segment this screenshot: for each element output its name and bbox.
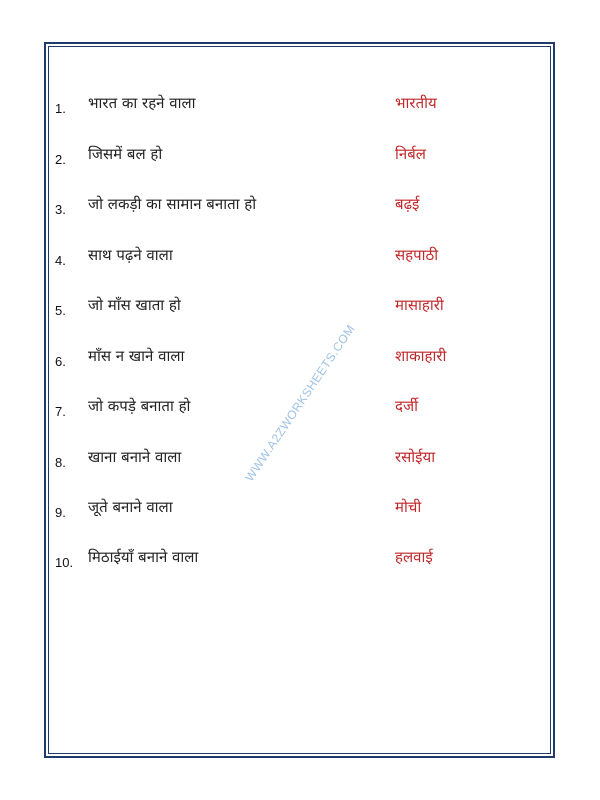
list-item <box>0 447 600 477</box>
watermark-text: WWW.A2ZWORKSHEETS.COM <box>242 322 358 484</box>
item-number: 6. <box>55 354 66 369</box>
item-number: 4. <box>55 253 66 268</box>
item-phrase: जो कपड़े बनाता हो <box>88 397 191 415</box>
item-answer: मासाहारी <box>395 296 444 314</box>
list-item <box>0 144 600 174</box>
item-answer: दर्जी <box>395 397 418 415</box>
item-number: 7. <box>55 404 66 419</box>
item-phrase: जिसमें बल हो <box>88 145 163 163</box>
list-item <box>0 497 600 527</box>
item-phrase: जूते बनाने वाला <box>88 498 173 516</box>
item-answer: भारतीय <box>395 94 437 112</box>
item-phrase: भारत का रहने वाला <box>88 94 196 112</box>
item-phrase: खाना बनाने वाला <box>88 448 182 466</box>
item-answer: मोची <box>395 498 422 516</box>
item-phrase: मिठाईयाँ बनाने वाला <box>88 548 199 566</box>
list-item <box>0 346 600 376</box>
item-answer: सहपाठी <box>395 246 439 264</box>
list-item <box>0 245 600 275</box>
list-item <box>0 194 600 224</box>
item-answer: रसोईया <box>395 448 436 466</box>
item-number: 5. <box>55 303 66 318</box>
list-item <box>0 295 600 325</box>
item-number: 9. <box>55 505 66 520</box>
item-number: 2. <box>55 152 66 167</box>
item-number: 8. <box>55 455 66 470</box>
item-phrase: साथ पढ़ने वाला <box>88 246 173 264</box>
item-number: 1. <box>55 101 66 116</box>
item-answer: बढ़ई <box>395 195 420 213</box>
item-number: 3. <box>55 202 66 217</box>
item-phrase: जो लकड़ी का सामान बनाता हो <box>88 195 257 213</box>
item-answer: शाकाहारी <box>395 347 447 365</box>
item-phrase: माँस न खाने वाला <box>88 347 185 365</box>
item-number: 10. <box>55 555 74 570</box>
item-answer: हलवाई <box>395 548 433 566</box>
list-item <box>0 547 600 577</box>
item-answer: निर्बल <box>395 145 426 163</box>
list-item <box>0 93 600 123</box>
item-phrase: जो माँस खाता हो <box>88 296 181 314</box>
